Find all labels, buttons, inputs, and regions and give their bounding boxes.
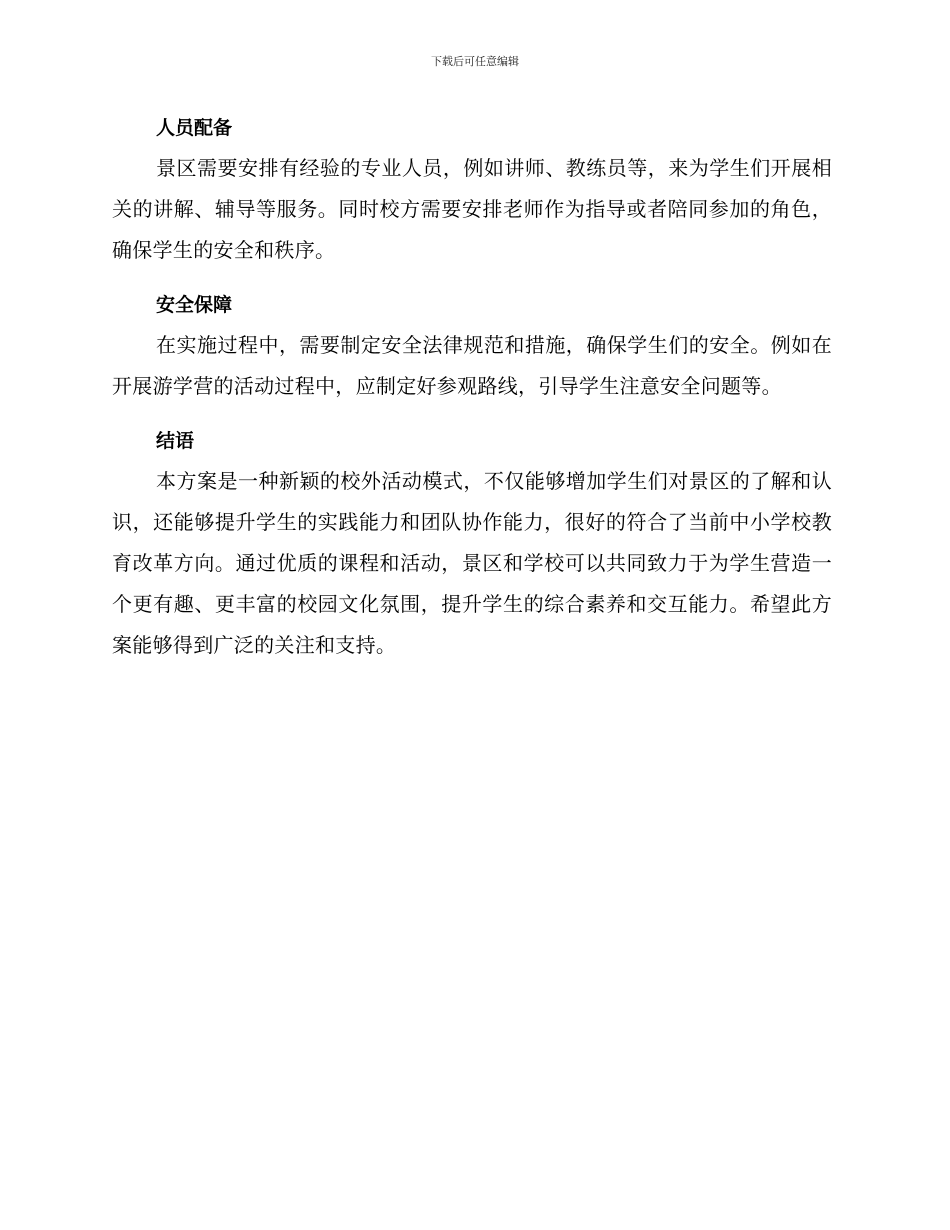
section-heading-staffing: 人员配备 bbox=[156, 117, 233, 139]
document-body bbox=[112, 108, 832, 680]
section-heading-safety: 安全保障 bbox=[156, 294, 233, 316]
page-header: 下载后可任意编辑 bbox=[431, 55, 519, 68]
section-paragraph-staffing: 景区需要安排有经验的专业人员，例如讲师、教练员等，来为学生们开展相关的讲解、辅导等服务。同时校方需要安排老师作为指导或者陪同参加的角色，确保学生的安全和秩序。 bbox=[112, 156, 832, 262]
section-heading-conclusion: 结语 bbox=[156, 430, 195, 452]
section-paragraph-conclusion: 本方案是一种新颖的校外活动模式，不仅能够增加学生们对景区的了解和认识，还能够提升学生的实践能力和团队协作能力，很好的符合了当前中小学校教育改革方向。通过优质的课程和活动，景区和学校可以共同致力于为学生营造一个更有趣、更丰富的校园文化氛围，提升学生的综合素养和交互能力。希望此方案能够得到广泛的关注和支持。 bbox=[112, 469, 832, 657]
section-paragraph-safety: 在实施过程中，需要制定安全法律规范和措施，确保学生们的安全。例如在开展游学营的活动过程中，应制定好参观路线，引导学生注意安全问题等。 bbox=[112, 333, 832, 398]
